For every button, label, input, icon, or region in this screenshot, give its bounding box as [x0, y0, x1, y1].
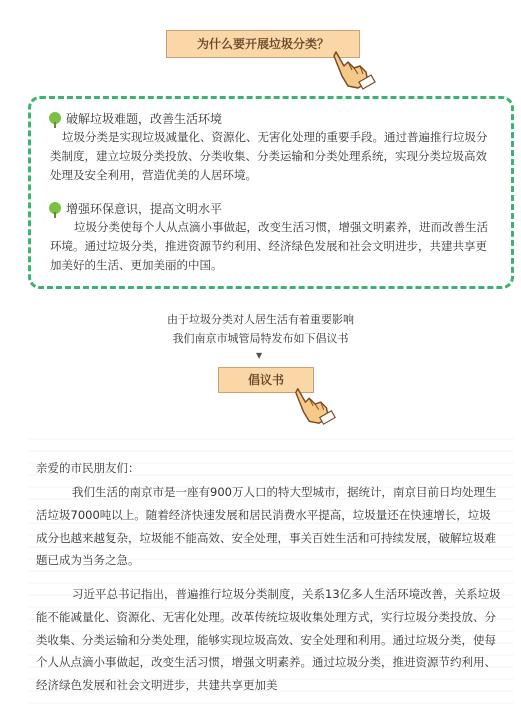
pointing-hand-icon [330, 48, 378, 90]
letter-paragraph-2: 习近平总书记指出，普遍推行垃圾分类制度，关系13亿多人生活环境改善，关系垃圾能不能减量化、资源化、无害化处理。改革传统垃圾收集处理方式，实行垃圾分类投放、分类收集、分类运输和分类处理，能够实现垃圾高效、安全处理和利用。通过垃圾分类，使每个人从点滴小事做起，改变生活习惯，增强文明素养。通过垃圾分类，推进资源节约利用、经济绿色发展和社会文明进步，共建共享更加美 [36, 587, 501, 693]
intro-line-2: 我们南京市城管局特发布如下倡议书 [172, 332, 349, 345]
proposal-button[interactable]: 倡议书 [218, 367, 314, 393]
reason-2-title-text: 增强环保意识，提高文明水平 [66, 202, 223, 216]
letter-paragraph-1: 我们生活的南京市是一座有900万人口的特大型城市，据统计，南京目前日均处理生活垃圾7000吨以上。随着经济快速发展和居民消费水平提高，垃圾量还在快速增长，垃圾成分也越来越复杂，垃圾能不能高效、安全处理，事关百姓生活和可持续发展，破解垃圾难题已成为当务之急。 [36, 485, 497, 568]
reason-1-title [48, 110, 222, 128]
letter-greeting: 亲爱的市民朋友们： [36, 461, 140, 475]
leaf-icon [48, 112, 62, 128]
down-arrow-icon: ▼ [256, 351, 263, 360]
reason-2-title [48, 200, 222, 218]
pointing-hand-icon [292, 384, 338, 426]
reason-1-body: 垃圾分类是实现垃圾减量化、资源化、无害化处理的重要手段。通过普遍推行垃圾分类制度，建立垃圾分类投放、分类收集、分类运输和分类处理系统，实现分类垃圾高效处理及安全利用，营造优美的人居环境。 [50, 130, 488, 182]
leaf-icon [48, 202, 62, 218]
reason-1-title-text: 破解垃圾难题，改善生活环境 [66, 112, 223, 126]
reason-2-body: 垃圾分类使每个人从点滴小事做起，改变生活习惯，增强文明素养，进而改善生活环境。通过垃圾分类，推进资源节约利用、经济绿色发展和社会文明进步，共建共享更加美好的生活、更加美丽的中国。 [50, 220, 488, 272]
intro-line-1: 由于垃圾分类对人居生活有着重要影响 [167, 313, 354, 326]
why-sort-garbage-button[interactable]: 为什么要开展垃圾分类？ [166, 30, 360, 58]
